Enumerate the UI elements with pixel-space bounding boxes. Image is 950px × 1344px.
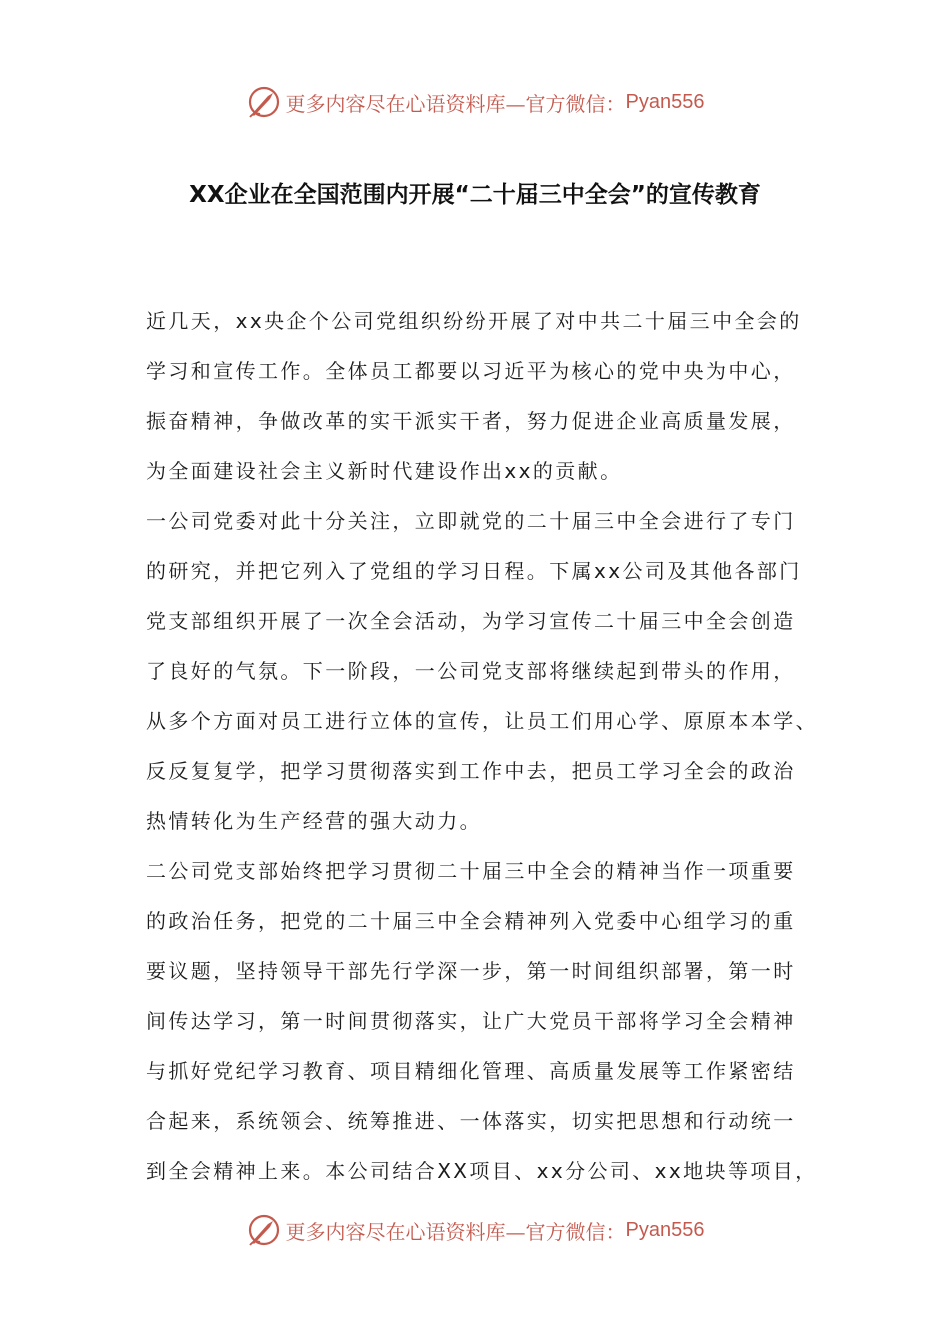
body-line: 为全面建设社会主义新时代建设作出xx的贡献。: [146, 459, 623, 483]
body-line: 到全会精神上来。本公司结合XX项目、xx分公司、xx地块等项目，: [146, 1159, 818, 1183]
body-line: 了良好的气氛。下一阶段，一公司党支部将继续起到带头的作用，: [146, 659, 796, 683]
body-line: 与抓好党纪学习教育、项目精细化管理、高质量发展等工作紧密结: [146, 1059, 796, 1083]
body-line: 一公司党委对此十分关注，立即就党的二十届三中全会进行了专门: [146, 509, 796, 533]
watermark-banner-top: [0, 82, 950, 122]
body-line: 振奋精神，争做改革的实干派实干者，努力促进企业高质量发展，: [146, 409, 796, 433]
document-title: XX企业在全国范围内开展“二十届三中全会”的宣传教育: [189, 182, 761, 208]
body-line: 间传达学习，第一时间贯彻落实，让广大党员干部将学习全会精神: [146, 1009, 796, 1033]
pen-nib-logo-icon: [246, 84, 282, 120]
watermark-site-text: 更多内容尽在心语资料库—官方微信：: [285, 91, 626, 116]
body-line: 要议题，坚持领导干部先行学深一步，第一时间组织部署，第一时: [146, 959, 796, 983]
body-line: 近几天，xx央企个公司党组织纷纷开展了对中共二十届三中全会的: [146, 309, 802, 333]
body-line: 的政治任务，把党的二十届三中全会精神列入党委中心组学习的重: [146, 909, 796, 933]
watermark-site-text: 更多内容尽在心语资料库—官方微信：: [285, 1219, 626, 1244]
body-line: 党支部组织开展了一次全会活动，为学习宣传二十届三中全会创造: [146, 609, 796, 633]
watermark-banner-bottom: [0, 1210, 950, 1250]
document-body: [146, 296, 826, 1196]
body-line: 合起来，系统领会、统筹推进、一体落实，切实把思想和行动统一: [146, 1109, 796, 1133]
body-line: 的研究，并把它列入了党组的学习日程。下属xx公司及其他各部门: [146, 559, 802, 583]
body-line: 热情转化为生产经营的强大动力。: [146, 809, 482, 833]
body-line: 二公司党支部始终把学习贯彻二十届三中全会的精神当作一项重要: [146, 859, 796, 883]
watermark-wechat-id: Pyan556: [625, 90, 705, 113]
watermark-wechat-id: Pyan556: [625, 1218, 705, 1241]
body-line: 反反复复学，把学习贯彻落实到工作中去，把员工学习全会的政治: [146, 759, 796, 783]
body-line: 学习和宣传工作。全体员工都要以习近平为核心的党中央为中心，: [146, 359, 796, 383]
pen-nib-logo-icon: [246, 1212, 282, 1248]
body-line: 从多个方面对员工进行立体的宣传，让员工们用心学、原原本本学、: [146, 709, 818, 733]
